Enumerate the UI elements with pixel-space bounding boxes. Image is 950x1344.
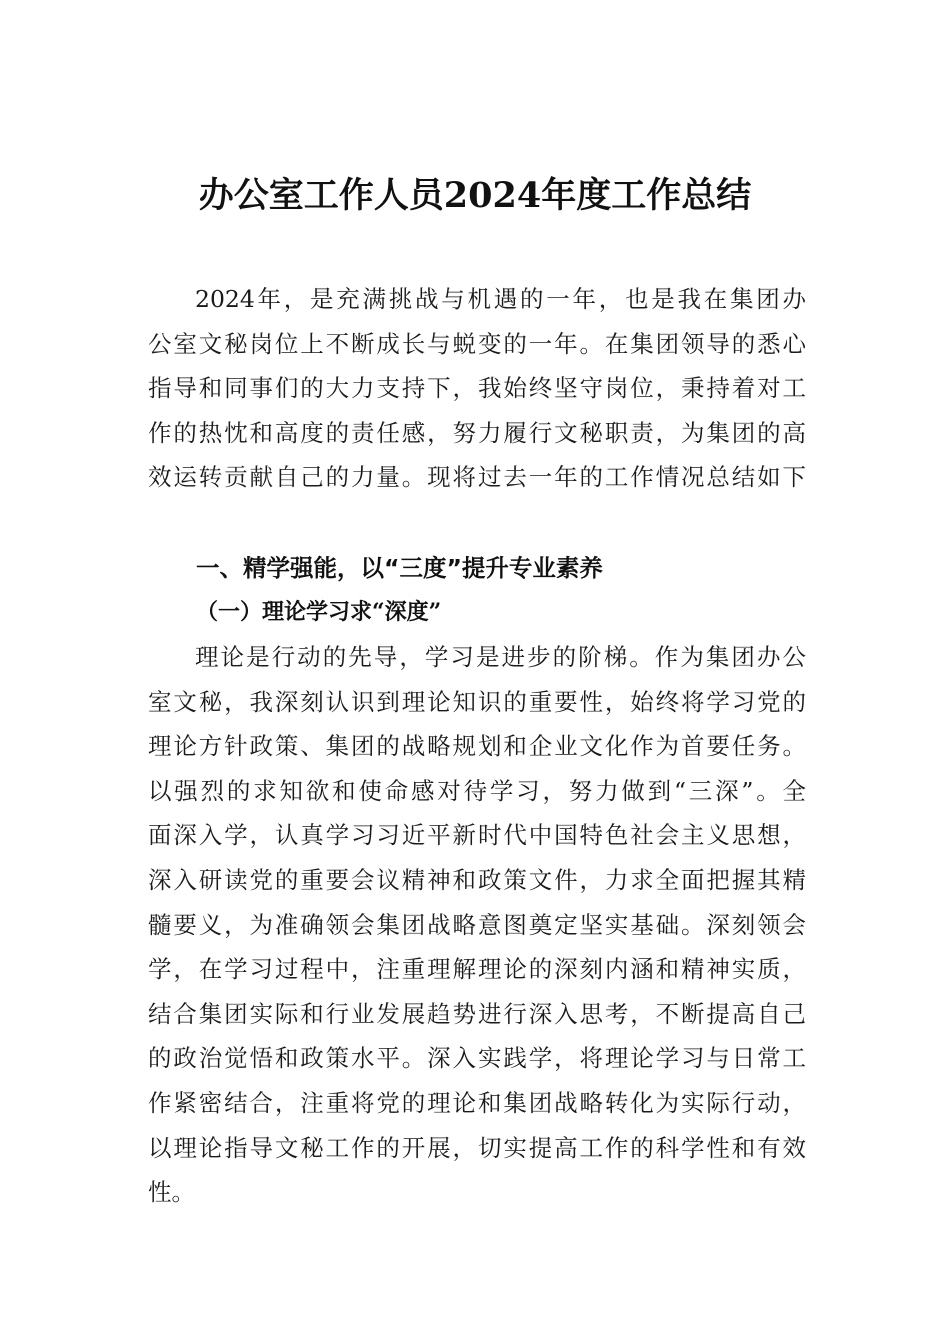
text-line: 的政治觉悟和政策水平。深入实践学，将理论学习与日常工 xyxy=(148,1044,806,1073)
section-heading: 一、精学强能，以“三度”提升专业素养 xyxy=(196,554,603,582)
text-line: 室文秘，我深刻认识到理论知识的重要性，始终将学习党的 xyxy=(148,687,806,716)
subsection-heading: （一）理论学习求“深度” xyxy=(196,599,442,625)
text-line: 理论是行动的先导，学习是进步的阶梯。作为集团办公 xyxy=(195,643,806,671)
text-line: 以理论指导文秘工作的开展，切实提高工作的科学性和有效 xyxy=(148,1133,806,1162)
text-line: 学，在学习过程中，注重理解理论的深刻内涵和精神实质， xyxy=(148,955,806,984)
text-line: 2024年，是充满挑战与机遇的一年，也是我在集团办 xyxy=(195,285,806,313)
text-line: 性。 xyxy=(148,1178,195,1207)
text-line: 深入研读党的重要会议精神和政策文件，力求全面把握其精 xyxy=(148,865,806,894)
text-line: 效运转贡献自己的力量。现将过去一年的工作情况总结如下 xyxy=(148,463,806,492)
section-paragraph xyxy=(148,635,806,1215)
text-line: 结合集团实际和行业发展趋势进行深入思考，不断提高自己 xyxy=(148,999,806,1028)
text-line: 作紧密结合，注重将党的理论和集团战略转化为实际行动， xyxy=(148,1088,806,1117)
text-line: 面深入学，认真学习习近平新时代中国特色社会主义思想， xyxy=(148,821,806,850)
text-line: 以强烈的求知欲和使命感对待学习，努力做到“三深”。全 xyxy=(148,776,806,805)
document-title: 办公室工作人员2024年度工作总结 xyxy=(198,175,752,216)
text-line: 作的热忱和高度的责任感，努力履行文秘职责，为集团的高 xyxy=(148,418,806,447)
text-line: 指导和同事们的大力支持下，我始终坚守岗位，秉持着对工 xyxy=(148,374,806,403)
text-line: 公室文秘岗位上不断成长与蜕变的一年。在集团领导的悉心 xyxy=(148,329,806,358)
text-line: 髓要义，为准确领会集团战略意图奠定坚实基础。深刻领会 xyxy=(148,910,806,939)
text-line: 理论方针政策、集团的战略规划和企业文化作为首要任务。 xyxy=(148,732,806,761)
intro-paragraph xyxy=(148,277,806,500)
